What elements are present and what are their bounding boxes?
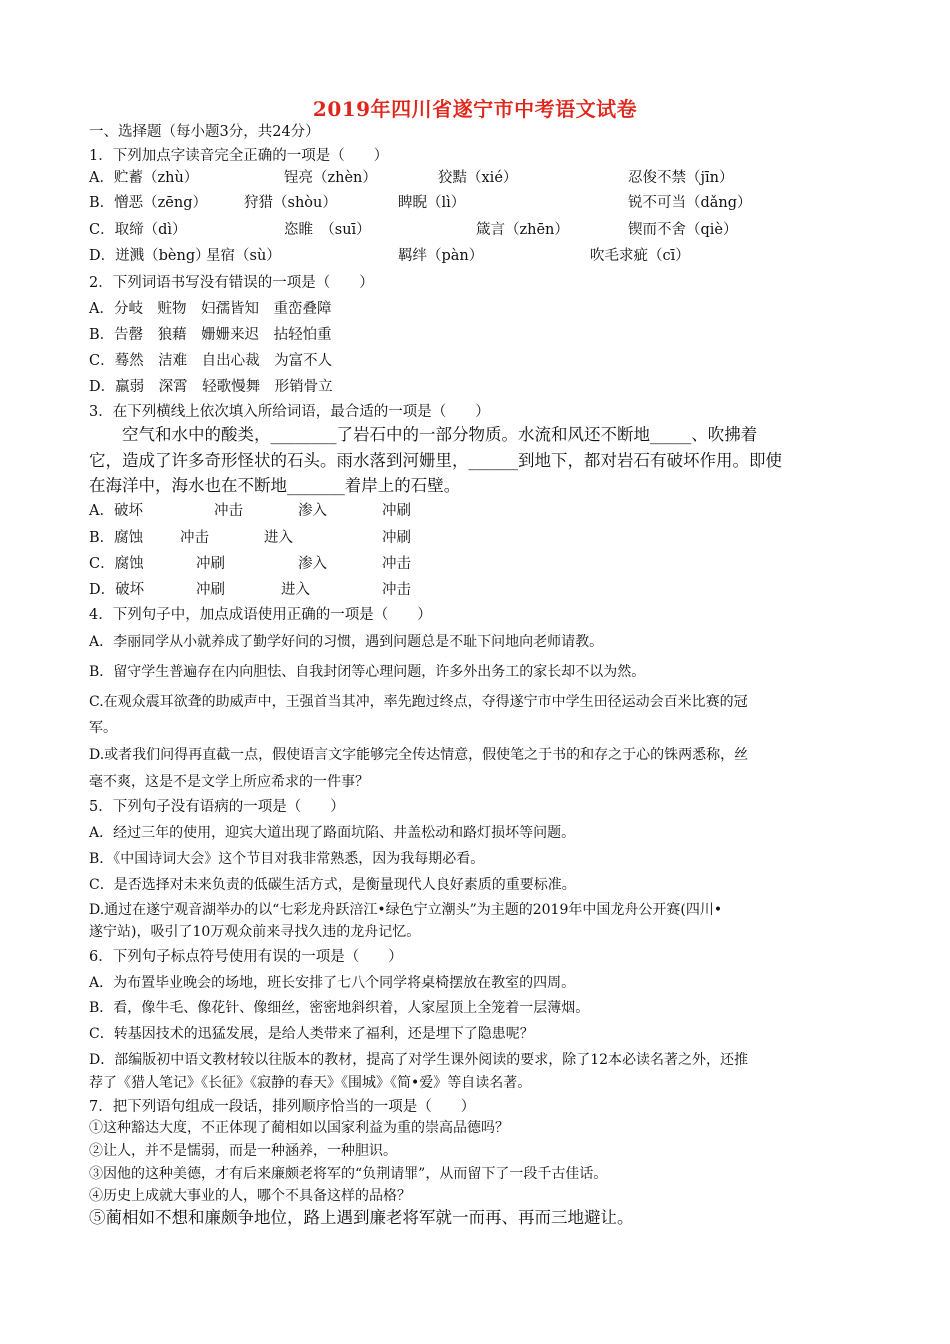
q3-passage-line: 它，造成了许多奇形怪状的石头。雨水落到河姗里，______到地下，都对岩石有破坏作用。即使 <box>89 451 782 470</box>
q3-option-d-3: 进入 <box>281 582 310 598</box>
q6-option-d-cont: 荐了《猎人笔记》《长征》《寂静的春天》《围城》《简•爱》等自读名著。 <box>89 1075 532 1091</box>
q4-option-c: C.在观众震耳欲聋的助威声中，王强首当其冲，率先跑过终点，夺得遂宁市中学生田径运动会百米比赛的冠 <box>89 694 748 710</box>
q3-option-a-2: 冲击 <box>214 503 243 519</box>
q3-option-b-2: 冲击 <box>180 530 209 546</box>
q3-option-a-3: 渗入 <box>298 503 327 519</box>
q1-option-d-2: 星宿（sù） <box>206 248 281 264</box>
q1-option-b-4: 锐不可当（dǎng） <box>628 195 752 211</box>
q2-stem: 2．下列词语书写没有错误的一项是（ ） <box>89 275 374 291</box>
q5-option-d-cont: 遂宁站)，吸引了10万观众前来寻找久违的龙舟记忆。 <box>89 924 421 940</box>
q3-stem: 3．在下列横线上依次填入所给词语，最合适的一项是（ ） <box>89 404 490 420</box>
q1-option-a-4: 忍俊不禁（jīn） <box>628 170 734 186</box>
q4-option-b: B．留守学生普遍存在内向胆怯、自我封闭等心理问题，许多外出务工的家长却不以为然。 <box>89 664 646 680</box>
q1-option-a-1: A．贮蓄（zhù） <box>89 170 199 186</box>
q4-option-c-cont: 军。 <box>89 720 117 736</box>
q2-option-d: D．羸弱 深霄 轻歌慢舞 形销骨立 <box>89 379 333 395</box>
q1-option-a-3: 狡黠（xié） <box>438 170 518 186</box>
q7-stem: 7．把下列语句组成一段话，排列顺序恰当的一项是（ ） <box>89 1099 476 1115</box>
q3-option-b-4: 冲刷 <box>382 530 411 546</box>
q3-option-a-1: A．破坏 <box>89 503 143 519</box>
q5-option-c: C．是否选择对未来负责的低碳生活方式，是衡量现代人良好素质的重要标准。 <box>89 877 576 893</box>
q3-option-c-3: 渗入 <box>298 556 327 572</box>
q1-option-c-4: 锲而不舍（qiè） <box>628 222 738 238</box>
q2-option-a: A．分岐 赃物 妇孺皆知 重峦叠障 <box>89 301 332 317</box>
q1-option-c-3: 箴言（zhēn） <box>476 222 569 238</box>
q4-option-d-cont: 毫不爽，这是不是文学上所应希求的一件事？ <box>89 774 369 790</box>
q6-option-b: B．看，像牛毛、像花针、像细丝，密密地斜织着，人家屋顶上全笼着一层薄烟。 <box>89 1000 590 1016</box>
q6-stem: 6．下列句子标点符号使用有误的一项是（ ） <box>89 949 403 965</box>
q6-option-d: D．部编版初中语文教材较以往版本的教材，提高了对学生课外阅读的要求，除了12本必读名著之外，还推 <box>89 1052 749 1068</box>
section-heading: 一、选择题（每小题3分，共24分） <box>89 124 320 140</box>
q3-passage-line: 空气和水中的酸类，________了岩石中的一部分物质。水流和风还不断地_____、吹拂着 <box>89 425 758 444</box>
q1-option-d-1: D．迸溅（bèng） <box>89 248 210 264</box>
q3-option-c-4: 冲击 <box>382 556 411 572</box>
q5-stem: 5．下列句子没有语病的一项是（ ） <box>89 799 345 815</box>
q7-item-3: ③因他的这种美德，才有后来廉颇老将军的“负荆请罪”，从而留下了一段千古佳话。 <box>89 1166 608 1182</box>
q3-option-b-1: B．腐蚀 <box>89 530 144 546</box>
q7-item-4: ④历史上成就大事业的人，哪个不具备这样的品格？ <box>89 1188 411 1204</box>
q1-option-c-2: 恣睢 （suī） <box>284 222 371 238</box>
q1-option-d-3: 羁绊（pàn） <box>398 248 484 264</box>
q3-passage-line: 在海洋中，海水也在不断地_______着岸上的石壁。 <box>89 476 461 495</box>
q1-option-c-1: C．取缔（dì） <box>89 222 187 238</box>
q1-option-b-3: 睥睨（lì） <box>398 195 466 211</box>
q6-option-c: C．转基因技术的迅猛发展，是给人类带来了福利，还是埋下了隐患呢？ <box>89 1026 534 1042</box>
q3-option-d-2: 冲刷 <box>196 582 225 598</box>
q4-option-a: A．李丽同学从小就养成了勤学好问的习惯，遇到问题总是不耻下问地向老师请教。 <box>89 634 604 650</box>
q1-option-b-1: B．憎恶（zēng） <box>89 195 207 211</box>
q6-option-a: A．为布置毕业晚会的场地，班长安排了七八个同学将桌椅摆放在教室的四周。 <box>89 975 576 991</box>
q1-option-b-2: 狩猎（shòu） <box>244 195 337 211</box>
q3-option-b-3: 进入 <box>264 530 293 546</box>
page-title: 2019年四川省遂宁市中考语文试卷 <box>312 97 638 121</box>
q5-option-d: D.通过在遂宁观音湖举办的以“七彩龙舟跃涪江•绿色宁立潮头”为主题的2019年中国龙舟公开赛(四川• <box>89 902 723 918</box>
q3-option-d-1: D．破坏 <box>89 582 145 598</box>
q3-option-a-4: 冲刷 <box>382 503 411 519</box>
q1-option-d-4: 吹毛求疵（cī） <box>590 248 690 264</box>
q1-stem: 1．下列加点字读音完全正确的一项是（ ） <box>89 148 389 164</box>
q4-stem: 4．下列句子中，加点成语使用正确的一项是（ ） <box>89 607 432 623</box>
q7-item-5: ⑤蔺相如不想和廉颇争地位，路上遇到廉老将军就一而再、再而三地避让。 <box>89 1208 634 1227</box>
q3-option-d-4: 冲击 <box>382 582 411 598</box>
q2-option-b: B．告罄 狼藉 姗姗来迟 拈轻怕重 <box>89 327 332 343</box>
q4-option-d: D.或者我们问得再直截一点，假使语言文字能够完全传达情意，假使笔之于书的和存之于心的铢两悉称，丝 <box>89 747 749 763</box>
q5-option-b: B．《中国诗词大会》这个节目对我非常熟悉，因为我每期必看。 <box>89 851 485 867</box>
q3-option-c-2: 冲刷 <box>196 556 225 572</box>
q1-option-a-2: 锃亮（zhèn） <box>284 170 377 186</box>
q5-option-a: A．经过三年的使用，迎宾大道出现了路面坑陷、井盖松动和路灯损坏等问题。 <box>89 825 576 841</box>
q7-item-2: ②让人，并不是懦弱，而是一种涵养，一种胆识。 <box>89 1143 397 1159</box>
q3-option-c-1: C．腐蚀 <box>89 556 144 572</box>
q2-option-c: C．蓦然 洁难 自出心裁 为富不人 <box>89 353 333 369</box>
q7-item-1: ①这种豁达大度，不正体现了蔺相如以国家利益为重的崇高品德吗？ <box>89 1120 509 1136</box>
